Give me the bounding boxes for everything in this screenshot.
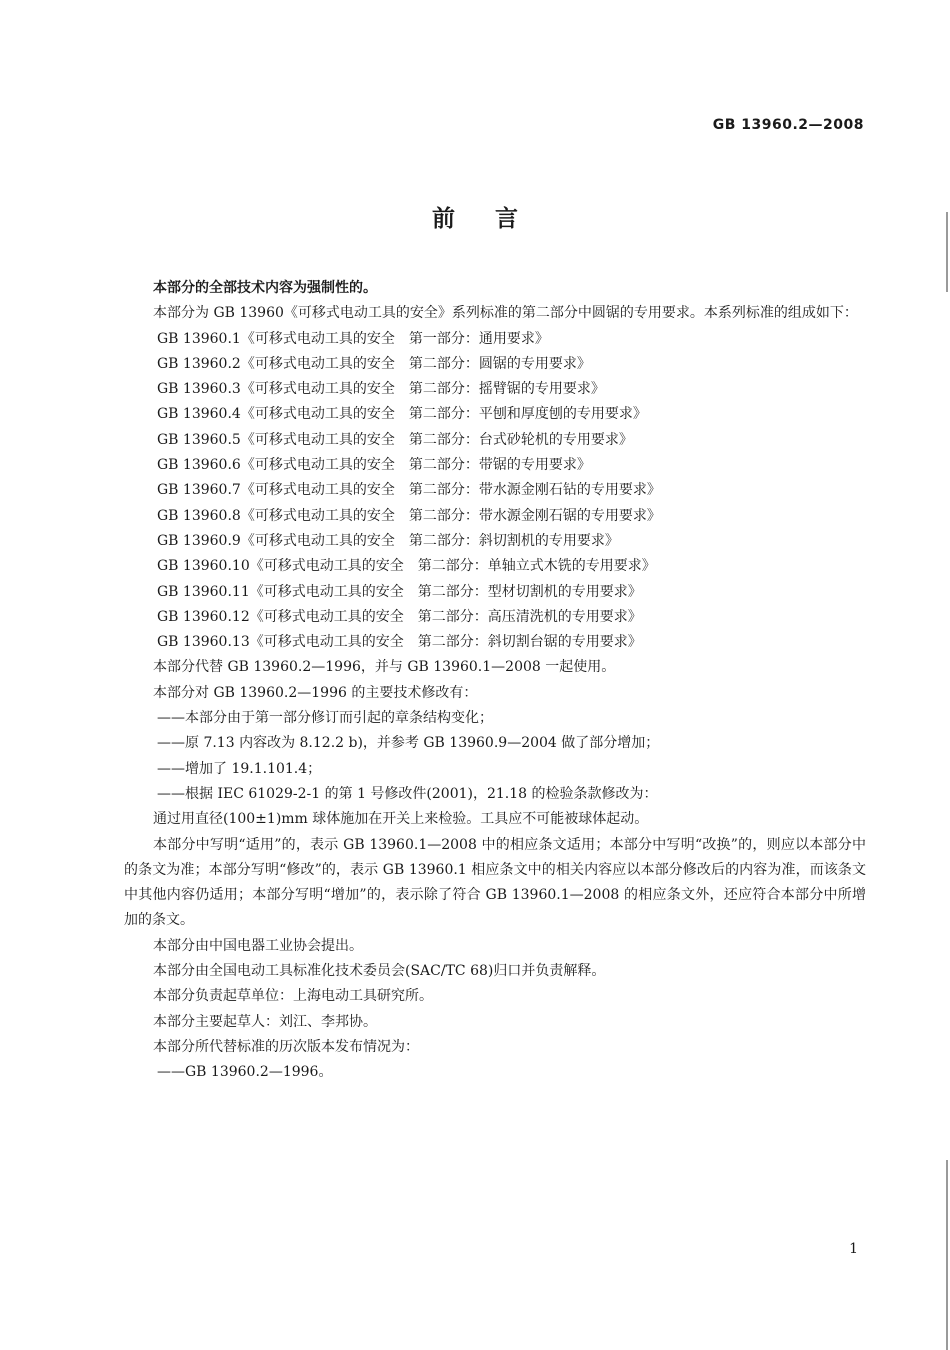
changes-list [124,706,866,807]
list-item: GB 13960.9《可移式电动工具的安全 第二部分：斜切割机的专用要求》 [157,532,619,549]
paragraph-series-intro: 本部分为 GB 13960《可移式电动工具的安全》系列标准的第二部分中圆锯的专用要求。本系列标准的组成如下： [153,305,858,322]
standard-code: GB 13960.2—2008 [712,117,864,133]
paragraph-drafting-unit: 本部分负责起草单位：上海电动工具研究所。 [153,988,433,1005]
list-item: ——根据 IEC 61029-2-1 的第 1 号修改件(2001)，21.18 的检验条款修改为： [157,785,658,802]
paragraph-replaces: 本部分代替 GB 13960.2—1996，并与 GB 13960.1—2008 一起使用。 [153,659,616,676]
list-item: GB 13960.11《可移式电动工具的安全 第二部分：型材切割机的专用要求》 [157,583,642,600]
paragraph-drafters: 本部分主要起草人：刘江、李邦协。 [153,1013,377,1030]
list-item: GB 13960.8《可移式电动工具的安全 第二部分：带水源金刚石锯的专用要求》 [157,507,661,524]
page-title: 前言 [432,206,558,232]
paragraph-test-method: 通过用直径(100±1)mm 球体施加在开关上来检验。工具应不可能被球体起动。 [153,811,649,828]
history-list [124,1060,866,1085]
paragraph-history-intro: 本部分所代替标准的历次版本发布情况为： [153,1038,419,1055]
list-item: GB 13960.12《可移式电动工具的安全 第二部分：高压清洗机的专用要求》 [157,608,642,625]
list-item: GB 13960.5《可移式电动工具的安全 第二部分：台式砂轮机的专用要求》 [157,431,633,448]
list-item: GB 13960.3《可移式电动工具的安全 第二部分：摇臂锯的专用要求》 [157,381,605,398]
list-item: GB 13960.2《可移式电动工具的安全 第二部分：圆锯的专用要求》 [157,355,591,372]
paragraph-committee: 本部分由全国电动工具标准化技术委员会(SAC/TC 68)归口并负责解释。 [153,963,606,980]
paragraph-changes-intro: 本部分对 GB 13960.2—1996 的主要技术修改有： [153,684,478,701]
paragraph-mandatory: 本部分的全部技术内容为强制性的。 [153,280,377,296]
scan-edge-mark [946,212,948,292]
list-item: GB 13960.10《可移式电动工具的安全 第二部分：单轴立式木铣的专用要求》 [157,558,656,575]
list-item: ——原 7.13 内容改为 8.12.2 b)，并参考 GB 13960.9—2004 做了部分增加； [157,735,660,752]
list-item: GB 13960.1《可移式电动工具的安全 第一部分：通用要求》 [157,330,549,347]
list-item: GB 13960.6《可移式电动工具的安全 第二部分：带锯的专用要求》 [157,457,591,474]
series-list [124,327,866,656]
page-number: 1 [849,1241,858,1257]
scan-edge-mark [946,1160,948,1350]
document-body [124,276,866,1086]
paragraph-proposer: 本部分由中国电器工业协会提出。 [153,937,363,954]
list-item: ——GB 13960.2—1996。 [157,1064,333,1081]
list-item: GB 13960.7《可移式电动工具的安全 第二部分：带水源金刚石钻的专用要求》 [157,482,661,499]
list-item: GB 13960.13《可移式电动工具的安全 第二部分：斜切割台锯的专用要求》 [157,634,642,651]
list-item: ——本部分由于第一部分修订而引起的章条结构变化； [157,710,493,727]
list-item: ——增加了 19.1.101.4； [157,760,322,777]
paragraph-terms: 本部分中写明“适用”的，表示 GB 13960.1—2008 中的相应条文适用；本部分中写明“改换”的，则应以本部分中的条文为准；本部分写明“修改”的，表示 GB 13960.1 相应条文中的相关内容应以本部分修改后的内容为准，而该条文中其他内容仍适用；本部分写明“增加”的，表示除了符合 GB 13960.1—2008 的相应条文外，还应符合本部分中所增加的条文。 [124,836,866,929]
list-item: GB 13960.4《可移式电动工具的安全 第二部分：平刨和厚度刨的专用要求》 [157,406,647,423]
